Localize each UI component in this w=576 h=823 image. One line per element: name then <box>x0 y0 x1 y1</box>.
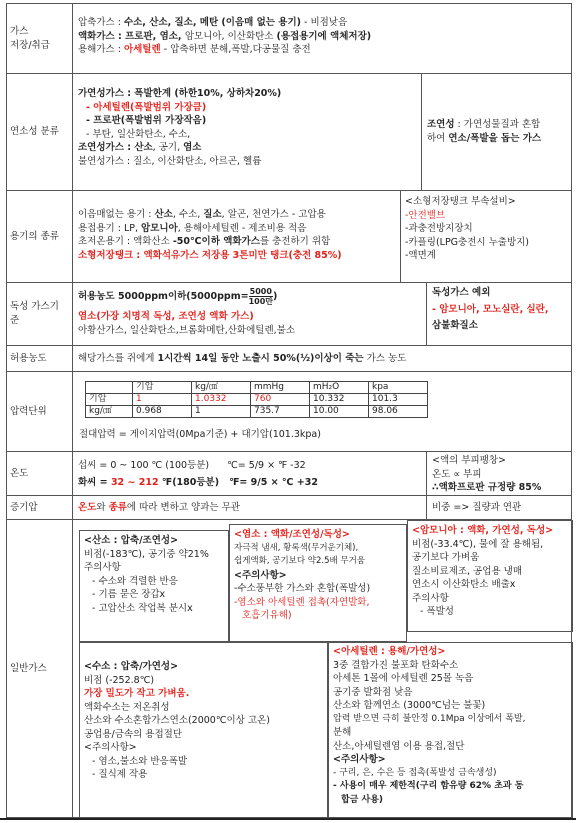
text: - 고압산소 작업복 분시x <box>92 602 193 614</box>
text: <주의사항> <box>84 742 137 753</box>
text: <액의 부피팽창> <box>432 455 507 466</box>
table-cell: 1 <box>192 406 251 418</box>
table-row <box>86 406 428 418</box>
fraction <box>249 287 273 306</box>
row-label: 독성 가스기 준 <box>7 283 73 345</box>
row-general-gases <box>6 519 572 818</box>
text: - 수소와 격렬한 반응 <box>92 575 178 587</box>
table-cell: 0.968 <box>133 406 192 418</box>
text: 아황산가스, 일산화탄소,브롬화메탄,산화에틸렌,불소 <box>78 324 295 336</box>
text: 압축가스 : <box>78 17 124 28</box>
text: 암모니아 <box>141 222 178 234</box>
text: -수소풍부한 가스와 혼합(폭발성) <box>234 583 371 594</box>
row-allowable <box>6 345 572 371</box>
text: 용접용기 : LP, <box>78 222 142 234</box>
text: 연소시 이산화탄소 배출x <box>412 579 516 590</box>
table-cell: kpa <box>369 382 428 394</box>
text: 하여 <box>427 132 449 144</box>
text: - 아세틸렌(폭발범위 가장큼) <box>86 101 207 113</box>
text: 공기중 발화점 낮음 <box>333 686 413 698</box>
text: 쉽게액화, 공기보다 약2.5배 무거움 <box>234 556 366 566</box>
row-label: 가스 저장/취급 <box>7 4 73 73</box>
text: 소형저장탱크 : 액화석유가스 저장용 3톤미만 탱크(충전 85%) <box>78 249 342 261</box>
text: 합금 사용) <box>341 794 384 805</box>
text: -카플링(LPG충전시 누출방지) <box>405 236 530 248</box>
text: : 가연성물질과 혼합 <box>454 119 541 130</box>
text: 와 <box>96 502 109 513</box>
text: 해당가스를 쥐에게 <box>78 353 158 364</box>
text: 비점 (-252.8℃) <box>84 674 155 686</box>
text: 주의사항 <box>412 592 449 604</box>
text: - 프로판(폭발범위 가장작음) <box>86 115 207 126</box>
text: 아세톤 1몰에 아세틸렌 25몰 녹음 <box>333 673 474 684</box>
row-pressure <box>6 371 572 451</box>
text: 허용농도 5000ppm이하(5000ppm= <box>78 291 249 302</box>
table-cell: 735.7 <box>251 406 310 418</box>
text: <수소 : 압축/가연성> <box>84 661 179 672</box>
table-cell: 기압 <box>86 394 133 406</box>
table-cell: kg/㎠ <box>86 406 133 418</box>
row-label: 온도 <box>7 452 73 495</box>
table-cell: mH₂O <box>310 382 369 394</box>
table-cell: 10.00 <box>310 406 369 418</box>
acetylene-box <box>328 642 573 819</box>
text: 온도 <box>78 502 97 513</box>
text: 절대압력 = 게이지압력(0Mpa기준) + 대기압(101.3kpa) <box>79 429 321 440</box>
ammonia-box <box>407 520 573 632</box>
text: - 기름 묻은 장갑x <box>92 589 166 600</box>
text: 압력 받으면 극히 불안정 0.1Mpa 이상에서 폭발, <box>333 713 526 724</box>
text: 가연성가스 : 폭발한계 (하한10%, 상하차20%) <box>78 88 282 99</box>
text: 비점(-183℃), 공기중 약21% <box>84 548 209 560</box>
text: (이음매 없는 용기) <box>218 17 301 28</box>
text: 독성가스 예외 <box>432 287 491 298</box>
text: 수소, 산소, 질소, 메탄 <box>123 17 219 28</box>
text: 3중 결합가진 불포화 탄화수소 <box>333 659 459 671</box>
text: <소형저장탱크 부속설비> <box>405 196 516 207</box>
text: 암모니아, 이산화탄소 <box>184 30 277 42</box>
text: , 용해아세틸렌 - 제조비용 적음 <box>177 222 307 234</box>
text: 비중 => 질량과 연관 <box>432 502 522 513</box>
text: 불연성가스 : 질소, 이산화탄소, 아르곤, 헬륨 <box>78 155 262 167</box>
text: <주의사항> <box>333 754 386 765</box>
text: <산소 : 압축/조연성> <box>84 535 179 546</box>
text: , 알곤, 천연가스 - 고압용 <box>221 209 326 220</box>
text: 산소와 함께연소 (3000℃넘는 불꽃) <box>333 700 486 711</box>
row-vapor <box>6 495 572 519</box>
page-bottom-rule <box>0 818 576 820</box>
text: , 공기, <box>152 142 184 153</box>
pressure-unit-table <box>85 381 428 418</box>
text: 자극적 냄새, 황록색(무거운기체), <box>234 542 359 553</box>
gas-summary-sheet <box>6 3 572 818</box>
denominator: 100만 <box>248 297 273 306</box>
text: 액화수소는 저온취성 <box>84 701 170 713</box>
text: 를 충전하기 위함 <box>259 236 331 247</box>
text: 용해가스 : <box>78 44 124 55</box>
text: 초저온용기 : 액화산소 <box>78 236 173 247</box>
text: <주의사항> <box>234 569 287 581</box>
row-label: 압력단위 <box>7 372 73 451</box>
text: - 사용이 매우 제한적(구리 함유량 62% 초과 동 <box>333 781 524 791</box>
row-container <box>6 190 572 282</box>
text: 32 ~ 212 <box>110 476 159 488</box>
oxygen-box <box>79 530 229 642</box>
text: 화씨 = <box>78 476 111 488</box>
text: 이음매없는 용기 : <box>78 209 155 220</box>
row-temperature <box>6 451 572 495</box>
table-cell: 98.06 <box>369 406 428 418</box>
text: - 부탄, 일산화탄소, 수소, <box>86 128 191 140</box>
table-cell: 760 <box>251 394 310 406</box>
text: 질소 <box>203 209 222 220</box>
text: 가장 밀도가 작고 가벼움. <box>84 688 190 699</box>
text: -염소와 아세틸렌 접촉(자연발화, <box>234 596 370 608</box>
text: , 수소, <box>172 209 204 220</box>
row-label: 용기의 종류 <box>7 191 73 282</box>
row-label: 증기압 <box>7 496 73 519</box>
text: 섭씨 = 0 ~ 100 ℃ (100등분) <box>78 460 210 471</box>
text: (용접용기에 액체저장) <box>276 30 372 42</box>
row-label: 허용농도 <box>7 346 73 371</box>
text: 염소(가장 치명적 독성, 조연성 액화 가스) <box>78 311 254 322</box>
text: - 폭발성 <box>420 606 454 617</box>
chlorine-box <box>229 524 407 642</box>
text: <아세틸렌 : 용해/가연성> <box>333 646 446 657</box>
table-cell <box>86 382 133 394</box>
text: -50℃이하 액화가스 <box>172 236 260 247</box>
table-cell: 1.0332 <box>192 394 251 406</box>
text: 1시간씩 14일 동안 노출시 50%(½)이상이 죽는 <box>157 353 364 364</box>
text: - 암모니아, 모노실란, 실란, <box>432 303 549 315</box>
table-row <box>86 394 428 406</box>
table-cell: 기압 <box>133 382 192 394</box>
text: - 염소,불소와 반응폭발 <box>92 755 188 767</box>
text: 비점(-33.4℃), 물에 잘 용해됨, <box>412 538 544 550</box>
text: 염소 <box>183 142 202 153</box>
text: 연소/폭발을 돕는 가스 <box>448 132 542 144</box>
text: <염소 : 액화/조연성/독성> <box>234 529 350 540</box>
text: -과충전방지장치 <box>405 223 473 234</box>
numerator: 5000 <box>249 287 272 296</box>
text: 산소와 수소혼합가스연소(2000℃이상 고온) <box>84 715 270 726</box>
table-cell: kg/㎠ <box>192 382 251 394</box>
text: 에 따라 변하고 양과는 무관 <box>126 502 240 513</box>
text: - 질식제 작용 <box>92 769 148 780</box>
row-label: 일반가스 <box>7 520 73 817</box>
row-storage <box>6 3 572 73</box>
text: 조연성 <box>427 119 455 130</box>
text: 삼불화질소 <box>432 320 478 331</box>
text: ℉= 9/5 × ℃ +32 <box>229 476 318 488</box>
text: 주의사항 <box>84 562 121 573</box>
row-label: 연소성 분류 <box>7 74 73 190</box>
text: 산소 <box>134 142 153 153</box>
table-cell: 10.332 <box>310 394 369 406</box>
text: 조연성가스 : <box>78 142 135 153</box>
table-header-row <box>86 382 428 394</box>
text: ℃= 5/9 × ℉ -32 <box>227 460 306 471</box>
text: 프로판, 염소, <box>125 30 185 42</box>
text: 액화가스 : <box>78 30 126 42</box>
table-cell: 101.3 <box>369 394 428 406</box>
text: 종류 <box>108 502 127 513</box>
table-cell: 1 <box>133 394 192 406</box>
row-toxic <box>6 282 572 345</box>
text: 공업용/금속의 용접절단 <box>84 728 182 740</box>
text: ℉(180등분) <box>158 476 220 488</box>
text: -안전밸브 <box>405 209 446 221</box>
hydrogen-box <box>79 642 328 819</box>
text: 질소비료제조, 공업용 냉매 <box>412 565 523 577</box>
text: - 비점낮음 <box>300 17 348 28</box>
text: 산소 <box>154 209 173 220</box>
text: - 압축하면 분해,폭발,다공물질 충전 <box>160 44 311 55</box>
text: 산소,아세틸렌염 이용 용접,절단 <box>333 740 465 752</box>
text: ∴액화프로판 규정량 85% <box>432 482 542 493</box>
text: 가스 농도 <box>363 353 407 364</box>
row-flammability <box>6 73 572 190</box>
text: 분해 <box>333 727 352 738</box>
text: -액면계 <box>405 250 436 261</box>
text: 호흡기유해) <box>242 610 292 621</box>
text: 온도 ∝ 부피 <box>432 468 482 480</box>
table-cell: mmHg <box>251 382 310 394</box>
text: 아세틸렌 <box>123 44 161 55</box>
text: - 구리, 은, 수은 등 접촉(폭발성 금속생성) <box>333 767 497 778</box>
text: ) <box>273 291 278 302</box>
text: <암모니아 : 액화, 가연성, 독성> <box>412 525 554 536</box>
text: 공기보다 가벼움 <box>412 552 480 563</box>
